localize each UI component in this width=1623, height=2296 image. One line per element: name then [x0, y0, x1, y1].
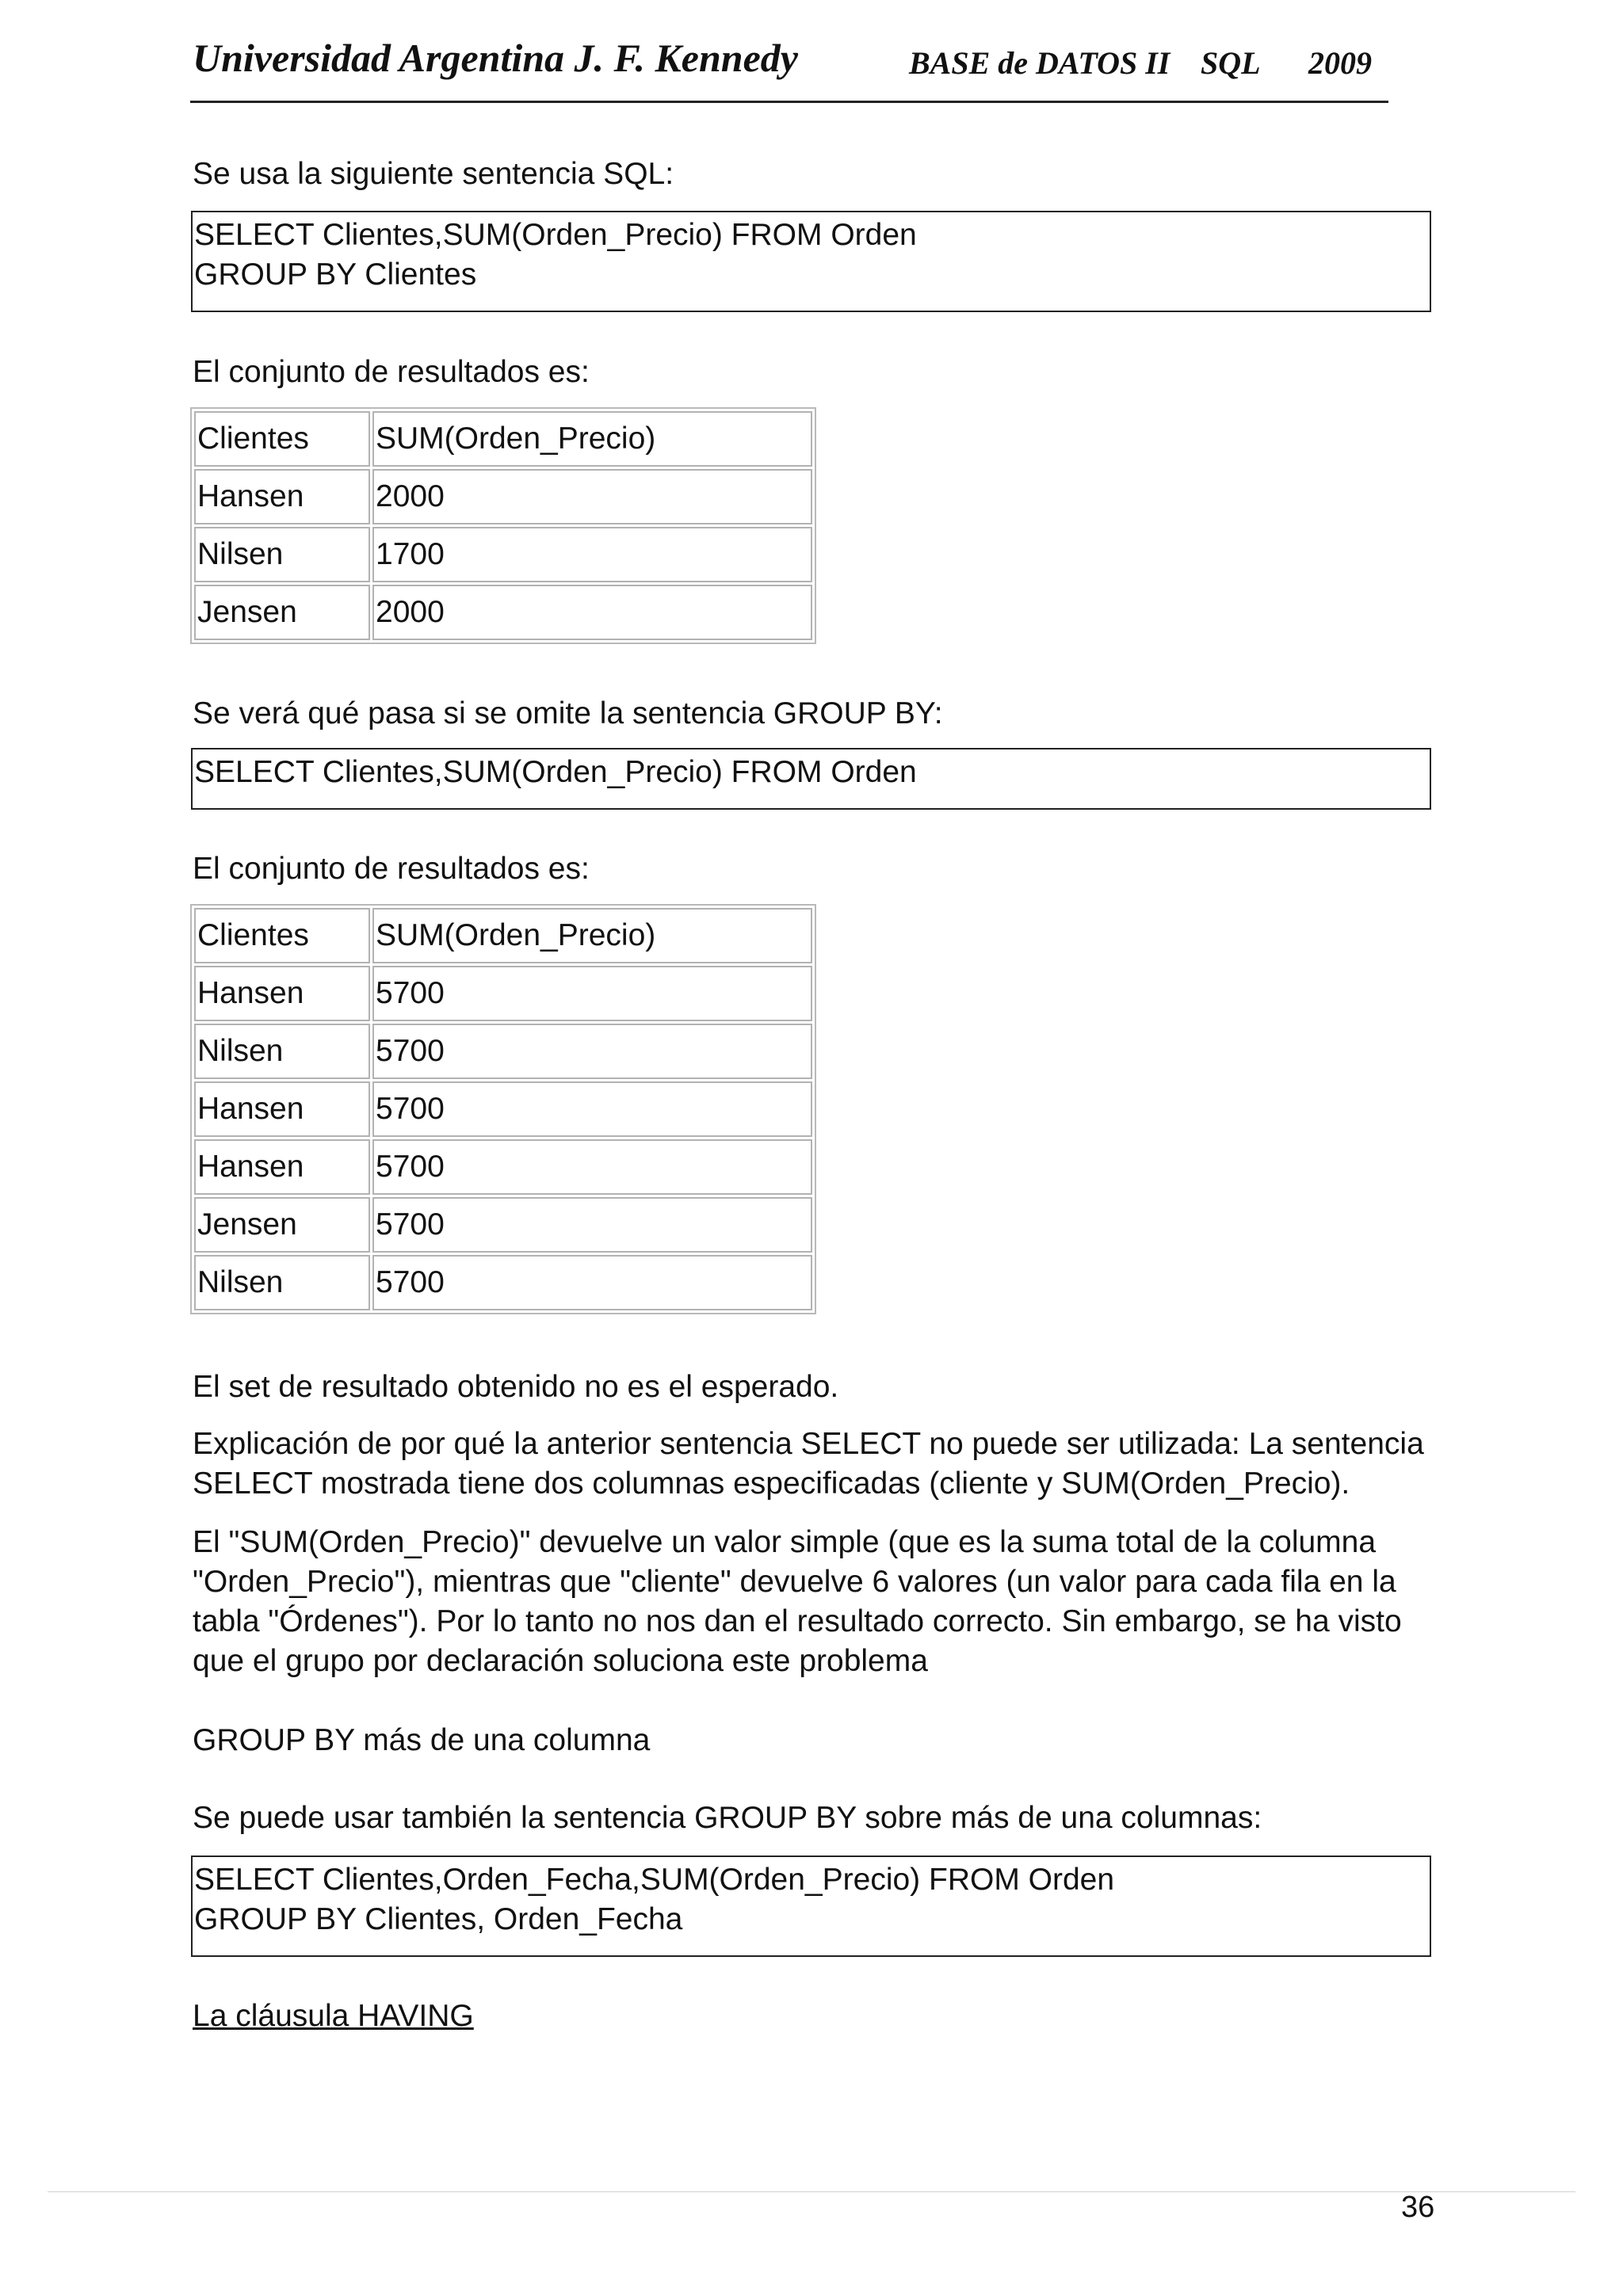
table-row: [194, 1255, 812, 1310]
header-divider: [190, 101, 1388, 103]
header-topic: SQL: [1201, 45, 1261, 81]
footer-divider: [48, 2191, 1575, 2192]
table-row: [194, 966, 812, 1021]
table-row: [194, 527, 812, 582]
table-cell: 5700: [372, 966, 812, 1021]
explanation-paragraph-1: Explicación de por qué la anterior sentencia SELECT no puede ser utilizada: La sentencia SELECT mostrada tiene dos columnas especificadas (cliente y SUM(Orden_Precio).: [193, 1427, 1424, 1501]
unexpected-result-note: El set de resultado obtenido no es el esperado.: [193, 1370, 839, 1404]
table-cell: Hansen: [194, 469, 370, 524]
table-cell: Nilsen: [194, 1255, 370, 1310]
sql-query-group-by: [191, 211, 1431, 312]
table-cell: 5700: [372, 1081, 812, 1137]
table-cell: Nilsen: [194, 1024, 370, 1079]
table-cell: Hansen: [194, 1139, 370, 1195]
table-cell: 1700: [372, 527, 812, 582]
sql-query-multi-column: [191, 1855, 1431, 1957]
table-row: [194, 1197, 812, 1253]
section-heading-group-by: GROUP BY más de una columna: [193, 1723, 651, 1757]
sql-query-line: GROUP BY Clientes: [194, 257, 477, 292]
header-course: BASE de DATOS II: [909, 45, 1170, 81]
table-cell: 2000: [372, 585, 812, 640]
table-header-cell: SUM(Orden_Precio): [372, 411, 812, 467]
table-cell: 5700: [372, 1197, 812, 1253]
explanation-paragraph-2: El "SUM(Orden_Precio)" devuelve un valor simple (que es la suma total de la columna "Orden_Precio"), mientras que "cliente" devuelve 6 valores (un valor para cada fila en la tabla "Órdenes"). Por lo tanto no nos dan el resultado correcto. Sin embargo, se ha visto que el grupo por declaración soluciona este problema: [193, 1525, 1402, 1678]
result-label: El conjunto de resultados es:: [193, 355, 590, 389]
sql-query-line: SELECT Clientes,Orden_Fecha,SUM(Orden_Precio) FROM Orden: [194, 1863, 1115, 1897]
table-cell: Nilsen: [194, 527, 370, 582]
result-label: El conjunto de resultados es:: [193, 852, 590, 886]
table-header-cell: Clientes: [194, 908, 370, 963]
result-table-ungrouped: [190, 904, 816, 1314]
having-heading: La cláusula HAVING: [193, 1999, 474, 2033]
table-cell: 5700: [372, 1024, 812, 1079]
table-cell: 2000: [372, 469, 812, 524]
sql-query-line: GROUP BY Clientes, Orden_Fecha: [194, 1902, 683, 1936]
table-header-cell: Clientes: [194, 411, 370, 467]
table-header-row: [194, 411, 812, 467]
intro-label: Se usa la siguiente sentencia SQL:: [193, 157, 674, 191]
table-cell: 5700: [372, 1255, 812, 1310]
table-row: [194, 585, 812, 640]
table-cell: 5700: [372, 1139, 812, 1195]
table-row: [194, 469, 812, 524]
table-cell: Jensen: [194, 585, 370, 640]
sql-query-line: SELECT Clientes,SUM(Orden_Precio) FROM Orden: [194, 755, 917, 789]
table-row: [194, 1024, 812, 1079]
header-university: Universidad Argentina J. F. Kennedy: [193, 36, 798, 80]
multi-column-label: Se puede usar también la sentencia GROUP BY sobre más de una columnas:: [193, 1801, 1262, 1835]
result-table-grouped: [190, 407, 816, 644]
table-cell: Hansen: [194, 966, 370, 1021]
table-cell: Jensen: [194, 1197, 370, 1253]
table-cell: Hansen: [194, 1081, 370, 1137]
header-year: 2009: [1308, 45, 1372, 81]
omit-label: Se verá qué pasa si se omite la sentencia GROUP BY:: [193, 696, 943, 730]
table-row: [194, 1081, 812, 1137]
sql-query-line: SELECT Clientes,SUM(Orden_Precio) FROM Orden: [194, 218, 917, 252]
table-header-row: [194, 908, 812, 963]
sql-query-no-group-by: [191, 748, 1431, 810]
table-header-cell: SUM(Orden_Precio): [372, 908, 812, 963]
page-number: 36: [1401, 2191, 1435, 2224]
table-row: [194, 1139, 812, 1195]
